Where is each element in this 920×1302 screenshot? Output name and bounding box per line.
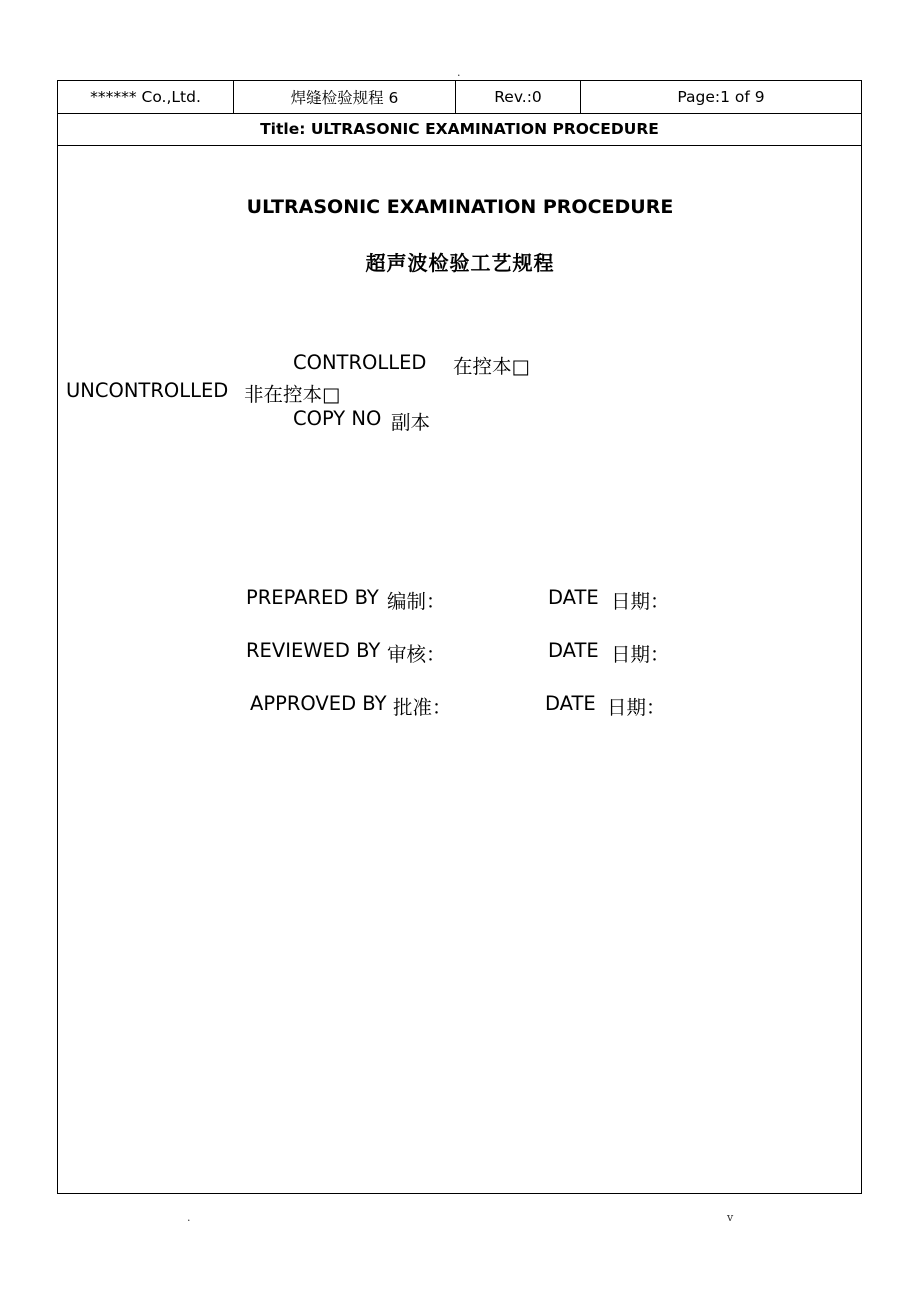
document-title-en: ULTRASONIC EXAMINATION PROCEDURE [246, 196, 674, 218]
doc-name-cell: 焊缝检验规程 6 [234, 81, 456, 113]
footer-right-mark: v [727, 1211, 734, 1224]
uncontrolled-label: UNCONTROLLED [66, 379, 229, 402]
reviewed-by-cn-label: 审核： [387, 643, 446, 666]
approved-date-cn-label: 日期： [607, 696, 666, 719]
reviewed-date-label: DATE [548, 639, 599, 662]
copy-no-label: COPY NO [293, 407, 382, 430]
copy-no-cn-label: 副本 [391, 411, 431, 434]
uncontrolled-copy-checkbox-label: 非在控本□ [244, 383, 341, 406]
prepared-by-label: PREPARED BY [246, 586, 379, 609]
page-number-cell: Page:1 of 9 [677, 88, 765, 106]
document-title-cn: 超声波检验工艺规程 [365, 251, 555, 275]
approved-date-label: DATE [545, 692, 596, 715]
header-title-row: Title: ULTRASONIC EXAMINATION PROCEDURE [58, 113, 861, 146]
approved-by-cn-label: 批准： [393, 696, 452, 719]
footer-left-mark: . [187, 1211, 191, 1224]
prepared-date-label: DATE [548, 586, 599, 609]
top-dot-mark: . [457, 66, 461, 79]
company-cell: ****** Co.,Ltd. [58, 81, 234, 113]
reviewed-by-label: REVIEWED BY [246, 639, 381, 662]
prepared-by-cn-label: 编制： [387, 590, 446, 613]
prepared-date-cn-label: 日期： [611, 590, 670, 613]
header-row [58, 81, 861, 114]
revision-cell: Rev.:0 [456, 81, 581, 113]
approved-by-label: APPROVED BY [250, 692, 387, 715]
controlled-label: CONTROLLED [293, 351, 427, 374]
reviewed-date-cn-label: 日期： [611, 643, 670, 666]
controlled-copy-checkbox-label: 在控本□ [453, 355, 530, 378]
